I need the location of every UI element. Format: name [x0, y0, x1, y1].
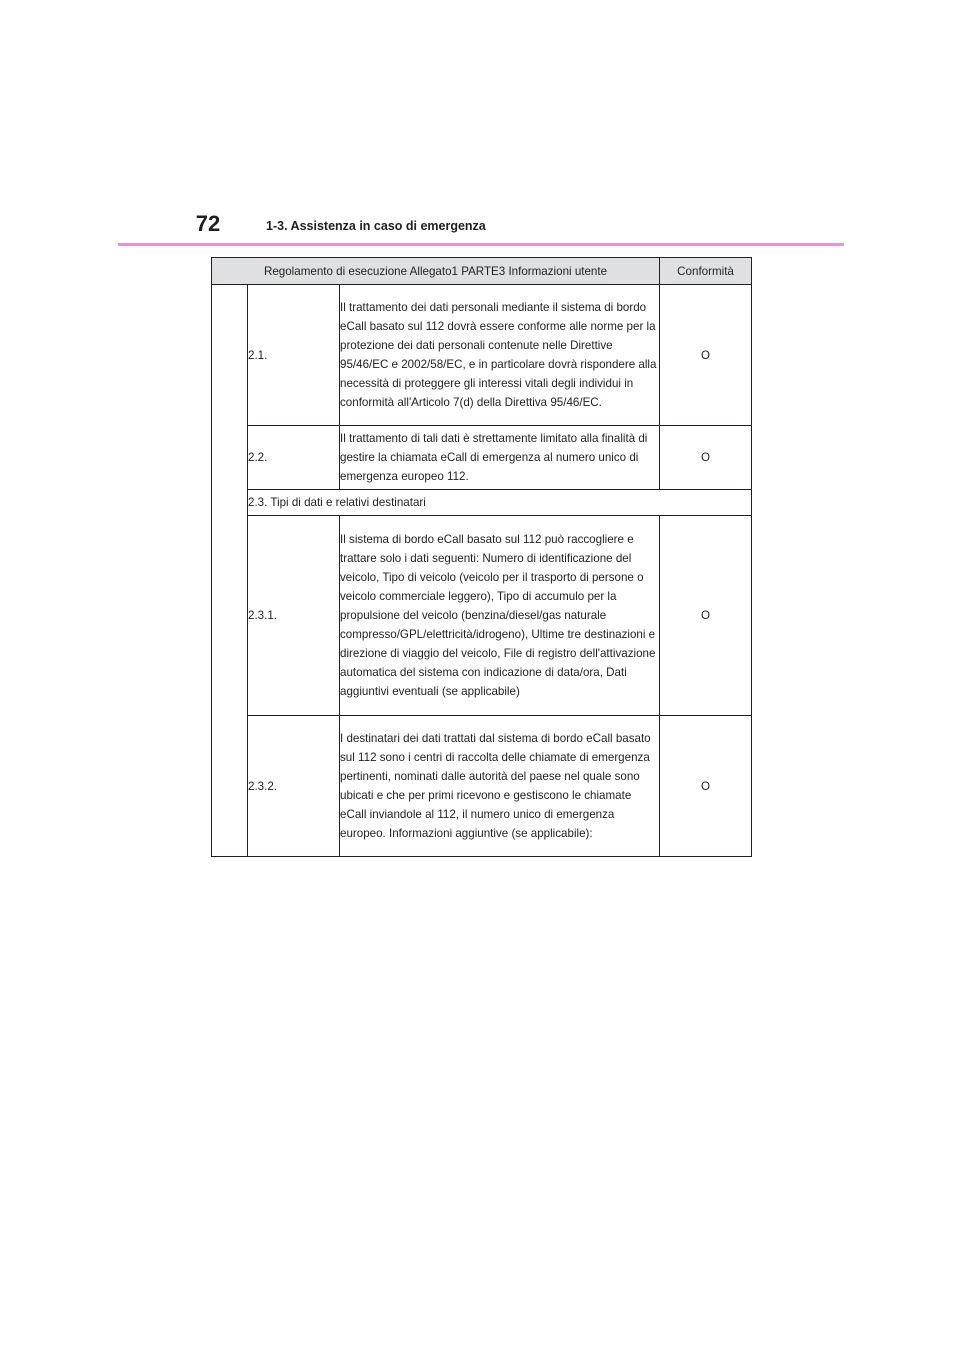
compliance-mark: O	[660, 426, 752, 490]
section-title: 1-3. Assistenza in caso di emergenza	[266, 219, 486, 233]
table-header-row	[212, 258, 752, 285]
compliance-mark: O	[660, 716, 752, 857]
regulation-table	[211, 257, 752, 857]
row-number: 2.1.	[248, 285, 340, 426]
compliance-mark: O	[660, 285, 752, 426]
row-number: 2.2.	[248, 426, 340, 490]
column-header-compliance: Conformità	[660, 258, 752, 285]
table-subheading-row	[212, 490, 752, 516]
compliance-mark: O	[660, 516, 752, 716]
table-row	[212, 716, 752, 857]
row-text: Il trattamento di tali dati è strettamente limitato alla finalità di gestire la chiamata eCall di emergenza al numero unico di emergenza europeo 112.	[340, 426, 660, 490]
table-row	[212, 285, 752, 426]
subheading: 2.3. Tipi di dati e relativi destinatari	[248, 490, 752, 516]
header-rule	[118, 243, 844, 246]
page-number: 72	[195, 211, 221, 236]
row-number: 2.3.1.	[248, 516, 340, 716]
row-number: 2.3.2.	[248, 716, 340, 857]
row-text: I destinatari dei dati trattati dal sistema di bordo eCall basato sul 112 sono i centri di raccolta delle chiamate di emergenza pertinenti, nominati dalle autorità del paese nel quale sono ubicati e che per primi ricevono e gestiscono le chiamate eCall inviandole al 112, il numero unico di emergenza europeo. Informazioni aggiuntive (se applicabile):	[340, 716, 660, 857]
column-header-regulation: Regolamento di esecuzione Allegato1 PARTE3 Informazioni utente	[212, 258, 660, 285]
row-text: Il sistema di bordo eCall basato sul 112 può raccogliere e trattare solo i dati seguenti: Numero di identificazione del veicolo, Tipo di veicolo (veicolo per il trasporto di persone o veicolo commerciale leggero), Tipo di accumulo per la propulsione del veicolo (benzina/diesel/gas naturale compresso/GPL/elettricità/idrogeno), Ultime tre destinazioni e direzione di viaggio del veicolo, File di registro dell'attivazione automatica del sistema con indicazione di data/ora, Dati aggiuntivi eventuali (se applicabile)	[340, 516, 660, 716]
table-row	[212, 426, 752, 490]
indent-cell	[212, 285, 248, 857]
row-text: Il trattamento dei dati personali mediante il sistema di bordo eCall basato sul 112 dovrà essere conforme alle norme per la protezione dei dati personali contenute nelle Direttive 95/46/EC e 2002/58/EC, e in particolare dovrà rispondere alla necessità di proteggere gli interessi vitali degli individui in conformità all'Articolo 7(d) della Direttiva 95/46/EC.	[340, 285, 660, 426]
table-row	[212, 516, 752, 716]
